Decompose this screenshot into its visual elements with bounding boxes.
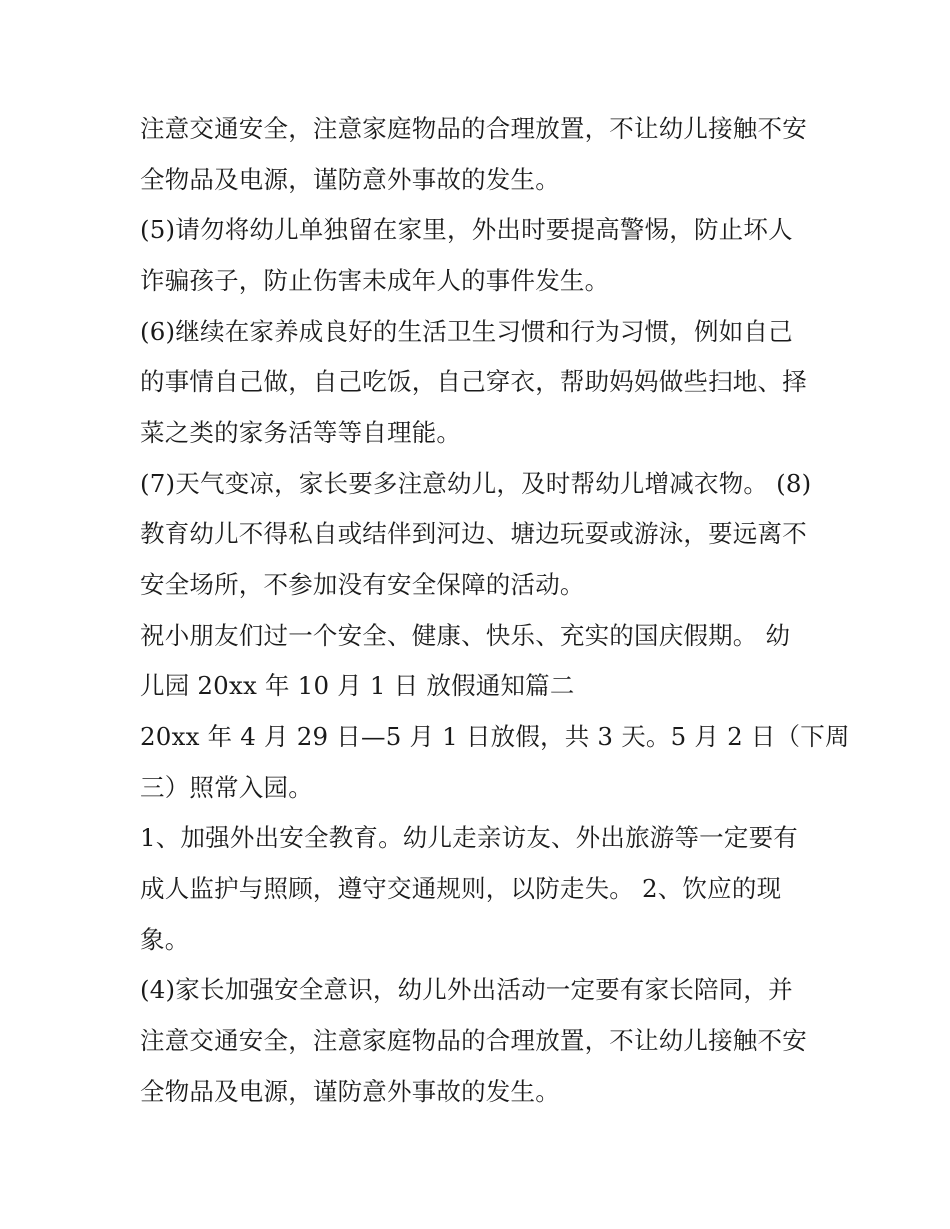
text-line: 1、加强外出安全教育。幼儿走亲访友、外出旅游等一定要有: [140, 823, 798, 852]
text-line: 20xx 年 4 月 29 日—5 月 1 日放假，共 3 天。5 月 2 日（下周: [140, 722, 850, 751]
text-line: 的事情自己做，自己吃饭，自己穿衣，帮助妈妈做些扫地、择: [140, 367, 807, 396]
text-line: 教育幼儿不得私自或结伴到河边、塘边玩耍或游泳，要远离不: [140, 519, 807, 548]
text-line: 全物品及电源，谨防意外事故的发生。: [140, 165, 560, 194]
text-line: 三）照常入园。: [140, 773, 313, 802]
text-line: 祝小朋友们过一个安全、健康、快乐、充实的国庆假期。 幼: [140, 621, 791, 650]
text-line: 诈骗孩子，防止伤害未成年人的事件发生。: [140, 266, 610, 295]
text-line: 象。: [140, 925, 190, 954]
text-line: 注意交通安全，注意家庭物品的合理放置，不让幼儿接触不安: [140, 1026, 807, 1055]
text-line: (6)继续在家养成良好的生活卫生习惯和行为习惯，例如自己: [140, 317, 793, 346]
text-line: (5)请勿将幼儿单独留在家里，外出时要提高警惕，防止坏人: [140, 215, 793, 244]
text-line: 成人监护与照顾，遵守交通规则，以防走失。 2、饮应的现: [140, 874, 782, 903]
text-line: 菜之类的家务活等等自理能。: [140, 418, 462, 447]
text-line: (4)家长加强安全意识，幼儿外出活动一定要有家长陪同，并: [140, 975, 793, 1004]
text-line: 全物品及电源，谨防意外事故的发生。: [140, 1077, 560, 1106]
text-line: 儿园 20xx 年 10 月 1 日 放假通知篇二: [140, 671, 575, 700]
text-line: 安全场所，不参加没有安全保障的活动。: [140, 570, 585, 599]
text-line: 注意交通安全，注意家庭物品的合理放置，不让幼儿接触不安: [140, 114, 807, 143]
text-line: (7)天气变凉，家长要多注意幼儿，及时帮幼儿增减衣物。 (8): [140, 469, 812, 498]
